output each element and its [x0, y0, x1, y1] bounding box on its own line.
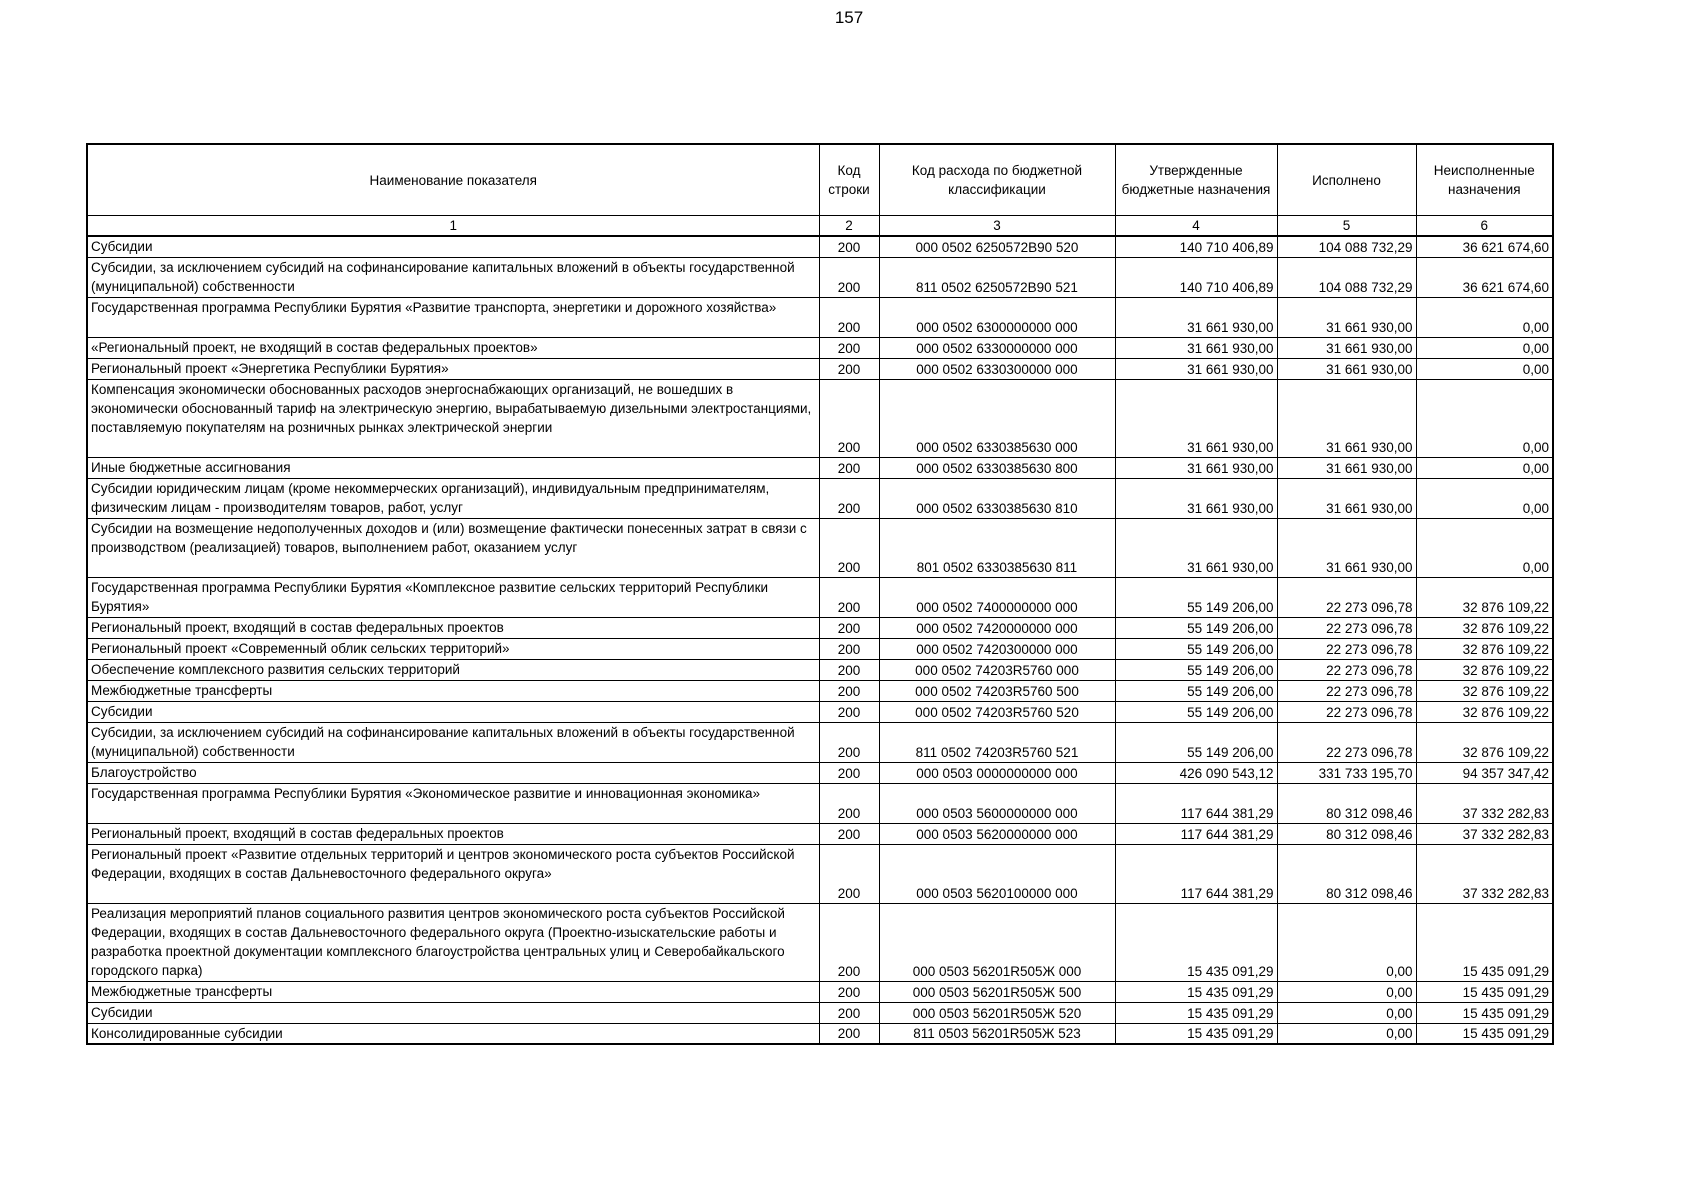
- table-row: [87, 722, 1553, 762]
- header-indicator-name: Наименование показателя: [87, 144, 819, 216]
- row-line-code-cell: 200: [819, 783, 879, 823]
- row-unexecuted-cell: 37 332 282,83: [1416, 844, 1553, 903]
- row-budget-code-cell: 000 0502 6330385630 000: [879, 379, 1115, 457]
- row-name-cell: Межбюджетные трансферты: [87, 981, 819, 1002]
- column-number: 2: [819, 216, 879, 237]
- table-row: [87, 617, 1553, 638]
- row-budget-code-cell: 000 0503 5600000000 000: [879, 783, 1115, 823]
- row-budget-code-cell: 000 0502 74203R5760 000: [879, 659, 1115, 680]
- row-name-cell: Региональный проект, входящий в состав федеральных проектов: [87, 823, 819, 844]
- table-row: [87, 337, 1553, 358]
- row-executed-cell: 0,00: [1277, 981, 1416, 1002]
- row-budget-code-cell: 000 0503 5620100000 000: [879, 844, 1115, 903]
- row-name-cell: Региональный проект «Энергетика Республики Бурятия»: [87, 358, 819, 379]
- row-unexecuted-cell: 0,00: [1416, 337, 1553, 358]
- row-approved-cell: 31 661 930,00: [1115, 457, 1277, 478]
- table-row: [87, 257, 1553, 297]
- row-line-code-cell: 200: [819, 659, 879, 680]
- row-line-code-cell: 200: [819, 457, 879, 478]
- table-row: [87, 358, 1553, 379]
- row-approved-cell: 140 710 406,89: [1115, 257, 1277, 297]
- row-line-code-cell: 200: [819, 478, 879, 518]
- row-line-code-cell: 200: [819, 337, 879, 358]
- row-budget-code-cell: 811 0502 6250572B90 521: [879, 257, 1115, 297]
- row-executed-cell: 31 661 930,00: [1277, 518, 1416, 577]
- row-unexecuted-cell: 0,00: [1416, 518, 1553, 577]
- row-executed-cell: 80 312 098,46: [1277, 844, 1416, 903]
- row-line-code-cell: 200: [819, 297, 879, 337]
- row-unexecuted-cell: 15 435 091,29: [1416, 1002, 1553, 1023]
- column-number: 5: [1277, 216, 1416, 237]
- row-executed-cell: 0,00: [1277, 903, 1416, 981]
- row-executed-cell: 80 312 098,46: [1277, 823, 1416, 844]
- column-number: 1: [87, 216, 819, 237]
- row-executed-cell: 31 661 930,00: [1277, 379, 1416, 457]
- row-executed-cell: 22 273 096,78: [1277, 577, 1416, 617]
- row-line-code-cell: 200: [819, 577, 879, 617]
- row-name-cell: Субсидии: [87, 1002, 819, 1023]
- row-line-code-cell: 200: [819, 638, 879, 659]
- row-executed-cell: 22 273 096,78: [1277, 659, 1416, 680]
- row-budget-code-cell: 000 0502 74203R5760 520: [879, 701, 1115, 722]
- row-executed-cell: 22 273 096,78: [1277, 722, 1416, 762]
- row-executed-cell: 31 661 930,00: [1277, 358, 1416, 379]
- row-unexecuted-cell: 37 332 282,83: [1416, 823, 1553, 844]
- table-row: [87, 478, 1553, 518]
- table-row: [87, 783, 1553, 823]
- header-row: [87, 144, 1553, 216]
- row-unexecuted-cell: 32 876 109,22: [1416, 638, 1553, 659]
- row-line-code-cell: 200: [819, 379, 879, 457]
- row-budget-code-cell: 000 0502 6330385630 800: [879, 457, 1115, 478]
- row-line-code-cell: 200: [819, 236, 879, 257]
- row-approved-cell: 31 661 930,00: [1115, 379, 1277, 457]
- row-approved-cell: 55 149 206,00: [1115, 659, 1277, 680]
- row-unexecuted-cell: 32 876 109,22: [1416, 577, 1553, 617]
- row-name-cell: Реализация мероприятий планов социального развития центров экономического роста субъектов Российской Федерации, входящих в состав Дальневосточного федерального округа (Проектно-изыскательские работы и разработка проектной документации комплексного благоустройства центральных улиц и Северобайкальского городского парка): [87, 903, 819, 981]
- row-executed-cell: 104 088 732,29: [1277, 236, 1416, 257]
- column-number: 4: [1115, 216, 1277, 237]
- row-unexecuted-cell: 15 435 091,29: [1416, 1023, 1553, 1044]
- row-approved-cell: 15 435 091,29: [1115, 903, 1277, 981]
- column-number: 3: [879, 216, 1115, 237]
- row-line-code-cell: 200: [819, 617, 879, 638]
- row-budget-code-cell: 000 0503 56201R505Ж 520: [879, 1002, 1115, 1023]
- row-executed-cell: 31 661 930,00: [1277, 478, 1416, 518]
- row-name-cell: Иные бюджетные ассигнования: [87, 457, 819, 478]
- row-executed-cell: 80 312 098,46: [1277, 783, 1416, 823]
- table-row: [87, 844, 1553, 903]
- row-line-code-cell: 200: [819, 257, 879, 297]
- row-unexecuted-cell: 0,00: [1416, 358, 1553, 379]
- table-row: [87, 236, 1553, 257]
- table-row: [87, 518, 1553, 577]
- row-line-code-cell: 200: [819, 844, 879, 903]
- row-name-cell: Субсидии, за исключением субсидий на софинансирование капитальных вложений в объекты государственной (муниципальной) собственности: [87, 257, 819, 297]
- row-name-cell: Межбюджетные трансферты: [87, 680, 819, 701]
- row-name-cell: Региональный проект «Развитие отдельных территорий и центров экономического роста субъектов Российской Федерации, входящих в состав Дальневосточного федерального округа»: [87, 844, 819, 903]
- row-executed-cell: 22 273 096,78: [1277, 701, 1416, 722]
- row-line-code-cell: 200: [819, 358, 879, 379]
- row-approved-cell: 31 661 930,00: [1115, 337, 1277, 358]
- row-budget-code-cell: 000 0502 6330300000 000: [879, 358, 1115, 379]
- row-name-cell: Субсидии, за исключением субсидий на софинансирование капитальных вложений в объекты государственной (муниципальной) собственности: [87, 722, 819, 762]
- row-approved-cell: 117 644 381,29: [1115, 823, 1277, 844]
- header-approved: Утвержденные бюджетные назначения: [1115, 144, 1277, 216]
- row-line-code-cell: 200: [819, 1023, 879, 1044]
- row-name-cell: Субсидии: [87, 701, 819, 722]
- row-unexecuted-cell: 0,00: [1416, 478, 1553, 518]
- row-unexecuted-cell: 36 621 674,60: [1416, 257, 1553, 297]
- row-executed-cell: 331 733 195,70: [1277, 762, 1416, 783]
- table-row: [87, 1002, 1553, 1023]
- row-budget-code-cell: 000 0503 5620000000 000: [879, 823, 1115, 844]
- row-executed-cell: 104 088 732,29: [1277, 257, 1416, 297]
- row-approved-cell: 426 090 543,12: [1115, 762, 1277, 783]
- row-approved-cell: 31 661 930,00: [1115, 518, 1277, 577]
- header-line-code: Код строки: [819, 144, 879, 216]
- page-number: 157: [834, 8, 864, 27]
- row-unexecuted-cell: 94 357 347,42: [1416, 762, 1553, 783]
- row-unexecuted-cell: 32 876 109,22: [1416, 680, 1553, 701]
- column-number-row: [87, 216, 1553, 237]
- row-line-code-cell: 200: [819, 680, 879, 701]
- row-approved-cell: 55 149 206,00: [1115, 617, 1277, 638]
- row-budget-code-cell: 000 0502 7420300000 000: [879, 638, 1115, 659]
- header-unexecuted: Неисполненные назначения: [1416, 144, 1553, 216]
- header-executed: Исполнено: [1277, 144, 1416, 216]
- row-approved-cell: 31 661 930,00: [1115, 297, 1277, 337]
- row-line-code-cell: 200: [819, 518, 879, 577]
- row-line-code-cell: 200: [819, 981, 879, 1002]
- table-row: [87, 680, 1553, 701]
- row-approved-cell: 55 149 206,00: [1115, 680, 1277, 701]
- row-line-code-cell: 200: [819, 823, 879, 844]
- row-name-cell: Обеспечение комплексного развития сельских территорий: [87, 659, 819, 680]
- row-name-cell: Государственная программа Республики Бурятия «Экономическое развитие и инновационная экономика»: [87, 783, 819, 823]
- row-budget-code-cell: 000 0502 6330000000 000: [879, 337, 1115, 358]
- table-row: [87, 1023, 1553, 1044]
- row-executed-cell: 22 273 096,78: [1277, 617, 1416, 638]
- row-approved-cell: 31 661 930,00: [1115, 358, 1277, 379]
- row-approved-cell: 117 644 381,29: [1115, 783, 1277, 823]
- row-unexecuted-cell: 32 876 109,22: [1416, 722, 1553, 762]
- table-row: [87, 297, 1553, 337]
- row-name-cell: Субсидии юридическим лицам (кроме некоммерческих организаций), индивидуальным предпринимателям, физическим лицам - производителям товаров, работ, услуг: [87, 478, 819, 518]
- row-budget-code-cell: 000 0502 74203R5760 500: [879, 680, 1115, 701]
- table-row: [87, 823, 1553, 844]
- row-executed-cell: 31 661 930,00: [1277, 297, 1416, 337]
- row-budget-code-cell: 000 0502 6300000000 000: [879, 297, 1115, 337]
- row-executed-cell: 22 273 096,78: [1277, 680, 1416, 701]
- row-budget-code-cell: 000 0503 56201R505Ж 000: [879, 903, 1115, 981]
- row-unexecuted-cell: 36 621 674,60: [1416, 236, 1553, 257]
- row-line-code-cell: 200: [819, 762, 879, 783]
- table-row: [87, 981, 1553, 1002]
- row-approved-cell: 117 644 381,29: [1115, 844, 1277, 903]
- table-row: [87, 638, 1553, 659]
- row-unexecuted-cell: 0,00: [1416, 379, 1553, 457]
- row-unexecuted-cell: 15 435 091,29: [1416, 903, 1553, 981]
- table-row: [87, 903, 1553, 981]
- row-unexecuted-cell: 15 435 091,29: [1416, 981, 1553, 1002]
- row-approved-cell: 55 149 206,00: [1115, 577, 1277, 617]
- row-approved-cell: 15 435 091,29: [1115, 1002, 1277, 1023]
- row-line-code-cell: 200: [819, 903, 879, 981]
- row-name-cell: Региональный проект, входящий в состав федеральных проектов: [87, 617, 819, 638]
- row-name-cell: «Региональный проект, не входящий в состав федеральных проектов»: [87, 337, 819, 358]
- row-unexecuted-cell: 32 876 109,22: [1416, 659, 1553, 680]
- row-name-cell: Компенсация экономически обоснованных расходов энергоснабжающих организаций, не вошедших в экономически обоснованный тариф на электрическую энергию, вырабатываемую дизельными электростанциями, поставляемую покупателям на розничных рынках электрической энергии: [87, 379, 819, 457]
- row-budget-code-cell: 000 0502 6250572B90 520: [879, 236, 1115, 257]
- row-name-cell: Благоустройство: [87, 762, 819, 783]
- row-approved-cell: 140 710 406,89: [1115, 236, 1277, 257]
- row-budget-code-cell: 801 0502 6330385630 811: [879, 518, 1115, 577]
- row-budget-code-cell: 000 0502 7420000000 000: [879, 617, 1115, 638]
- row-name-cell: Государственная программа Республики Бурятия «Развитие транспорта, энергетики и дорожного хозяйства»: [87, 297, 819, 337]
- table-row: [87, 659, 1553, 680]
- table-row: [87, 701, 1553, 722]
- row-executed-cell: 0,00: [1277, 1023, 1416, 1044]
- header-budget-code: Код расхода по бюджетной классификации: [879, 144, 1115, 216]
- row-budget-code-cell: 000 0502 7400000000 000: [879, 577, 1115, 617]
- row-unexecuted-cell: 0,00: [1416, 297, 1553, 337]
- row-budget-code-cell: 811 0503 56201R505Ж 523: [879, 1023, 1115, 1044]
- row-approved-cell: 31 661 930,00: [1115, 478, 1277, 518]
- row-unexecuted-cell: 32 876 109,22: [1416, 617, 1553, 638]
- row-unexecuted-cell: 32 876 109,22: [1416, 701, 1553, 722]
- row-executed-cell: 31 661 930,00: [1277, 337, 1416, 358]
- row-approved-cell: 55 149 206,00: [1115, 722, 1277, 762]
- table-row: [87, 379, 1553, 457]
- row-unexecuted-cell: 0,00: [1416, 457, 1553, 478]
- row-budget-code-cell: 000 0503 0000000000 000: [879, 762, 1115, 783]
- row-executed-cell: 0,00: [1277, 1002, 1416, 1023]
- row-name-cell: Субсидии: [87, 236, 819, 257]
- row-name-cell: Региональный проект «Современный облик сельских территорий»: [87, 638, 819, 659]
- row-approved-cell: 15 435 091,29: [1115, 981, 1277, 1002]
- row-name-cell: Консолидированные субсидии: [87, 1023, 819, 1044]
- row-name-cell: Субсидии на возмещение недополученных доходов и (или) возмещение фактически понесенных затрат в связи с производством (реализацией) товаров, выполнением работ, оказанием услуг: [87, 518, 819, 577]
- row-approved-cell: 55 149 206,00: [1115, 701, 1277, 722]
- row-executed-cell: 31 661 930,00: [1277, 457, 1416, 478]
- row-line-code-cell: 200: [819, 701, 879, 722]
- column-number: 6: [1416, 216, 1553, 237]
- row-unexecuted-cell: 37 332 282,83: [1416, 783, 1553, 823]
- row-executed-cell: 22 273 096,78: [1277, 638, 1416, 659]
- row-line-code-cell: 200: [819, 722, 879, 762]
- row-budget-code-cell: 811 0502 74203R5760 521: [879, 722, 1115, 762]
- row-line-code-cell: 200: [819, 1002, 879, 1023]
- table-row: [87, 577, 1553, 617]
- table-row: [87, 457, 1553, 478]
- budget-execution-table: [86, 143, 1554, 1045]
- table-body: [87, 236, 1553, 1044]
- table-row: [87, 762, 1553, 783]
- row-name-cell: Государственная программа Республики Бурятия «Комплексное развитие сельских территорий Республики Бурятия»: [87, 577, 819, 617]
- row-approved-cell: 15 435 091,29: [1115, 1023, 1277, 1044]
- row-budget-code-cell: 000 0502 6330385630 810: [879, 478, 1115, 518]
- row-budget-code-cell: 000 0503 56201R505Ж 500: [879, 981, 1115, 1002]
- row-approved-cell: 55 149 206,00: [1115, 638, 1277, 659]
